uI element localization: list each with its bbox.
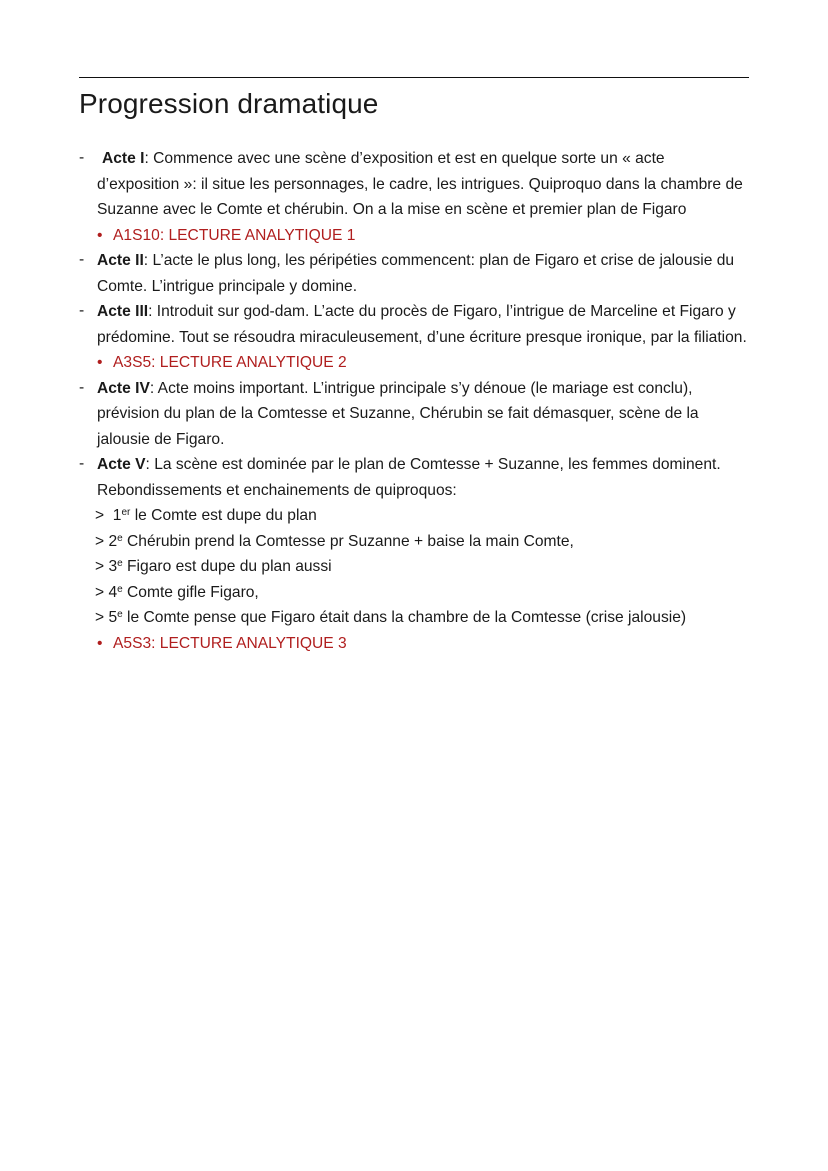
dash-bullet-icon: - bbox=[79, 378, 85, 396]
act-5-item bbox=[79, 452, 751, 503]
act-4-label: Acte IV bbox=[97, 379, 150, 397]
dash-bullet-icon: - bbox=[79, 149, 85, 166]
act-1-item bbox=[79, 146, 751, 223]
act-5-label: Acte V bbox=[97, 456, 146, 473]
act-1-text: : Commence avec une scène d’exposition et est en quelque sorte un « acte d’exposition »: il situe les personnages, le cadre, les intrigues. Quiproquo dans la chambre de Suzanne avec le Comte et chérubin. On a la mise en scène et premier plan de Figaro bbox=[97, 150, 743, 218]
act-5-text: : La scène est dominée par le plan de Comtesse + Suzanne, les femmes dominent. Rebondissements et enchainements de quiproquos: bbox=[97, 456, 721, 499]
dash-bullet-icon: - bbox=[79, 455, 85, 472]
act-4-item bbox=[79, 376, 751, 453]
top-rule bbox=[79, 77, 749, 78]
act-2-label: Acte II bbox=[97, 252, 144, 269]
dash-bullet-icon: - bbox=[79, 251, 85, 268]
page-title: Progression dramatique bbox=[79, 88, 379, 119]
act-1-label: Acte I bbox=[102, 150, 145, 167]
act-3-text: : Introduit sur god-dam. L’acte du procès de Figaro, l’intrigue de Marceline et Figaro y prédomine. Tout se résoudra miraculeusement, d’une écriture presque ironique, par la filiation. bbox=[97, 303, 747, 346]
act-5-reading-label: A5S3: LECTURE ANALYTIQUE 3 bbox=[113, 634, 347, 652]
act-1-reading-label: A1S10: LECTURE ANALYTIQUE 1 bbox=[113, 226, 356, 244]
act-list bbox=[79, 146, 751, 656]
act-4-text: : Acte moins important. L’intrigue principale s’y dénoue (le mariage est conclu), prévision du plan de la Comtesse et Suzanne, Chérubin se fait démasquer, scène de la jalousie de Figaro. bbox=[97, 379, 699, 448]
act-5-step: > $3^e$ Figaro est dupe du plan aussi bbox=[95, 558, 332, 575]
bullet-dot-icon: • bbox=[97, 354, 103, 371]
bullet-dot-icon: • bbox=[97, 634, 103, 652]
dash-bullet-icon: - bbox=[79, 302, 85, 319]
act-3-label: Acte III bbox=[97, 303, 149, 320]
act-5-reading bbox=[79, 631, 751, 657]
act-1-reading bbox=[79, 223, 751, 249]
act-3-item bbox=[79, 299, 751, 350]
act-5-step: > $5^e$ le Comte pense que Figaro était dans la chambre de la Comtesse (crise jalousie) bbox=[95, 609, 687, 626]
act-2-text: : L’acte le plus long, les péripéties commencent: plan de Figaro et crise de jalousie du Comte. L’intrigue principale y domine. bbox=[97, 252, 735, 295]
act-3-reading bbox=[79, 350, 751, 376]
act-5-step: > 1er le Comte est dupe du plan bbox=[95, 507, 317, 524]
act-2-item bbox=[79, 248, 751, 299]
act-5-step: > $2^e$ Chérubin prend la Comtesse pr Suzanne + baise la main Comte, bbox=[95, 532, 574, 550]
act-5-step: > $4^e$ Comte gifle Figaro, bbox=[95, 583, 259, 601]
bullet-dot-icon: • bbox=[97, 226, 103, 244]
act-3-reading-label: A3S5: LECTURE ANALYTIQUE 2 bbox=[113, 354, 347, 371]
